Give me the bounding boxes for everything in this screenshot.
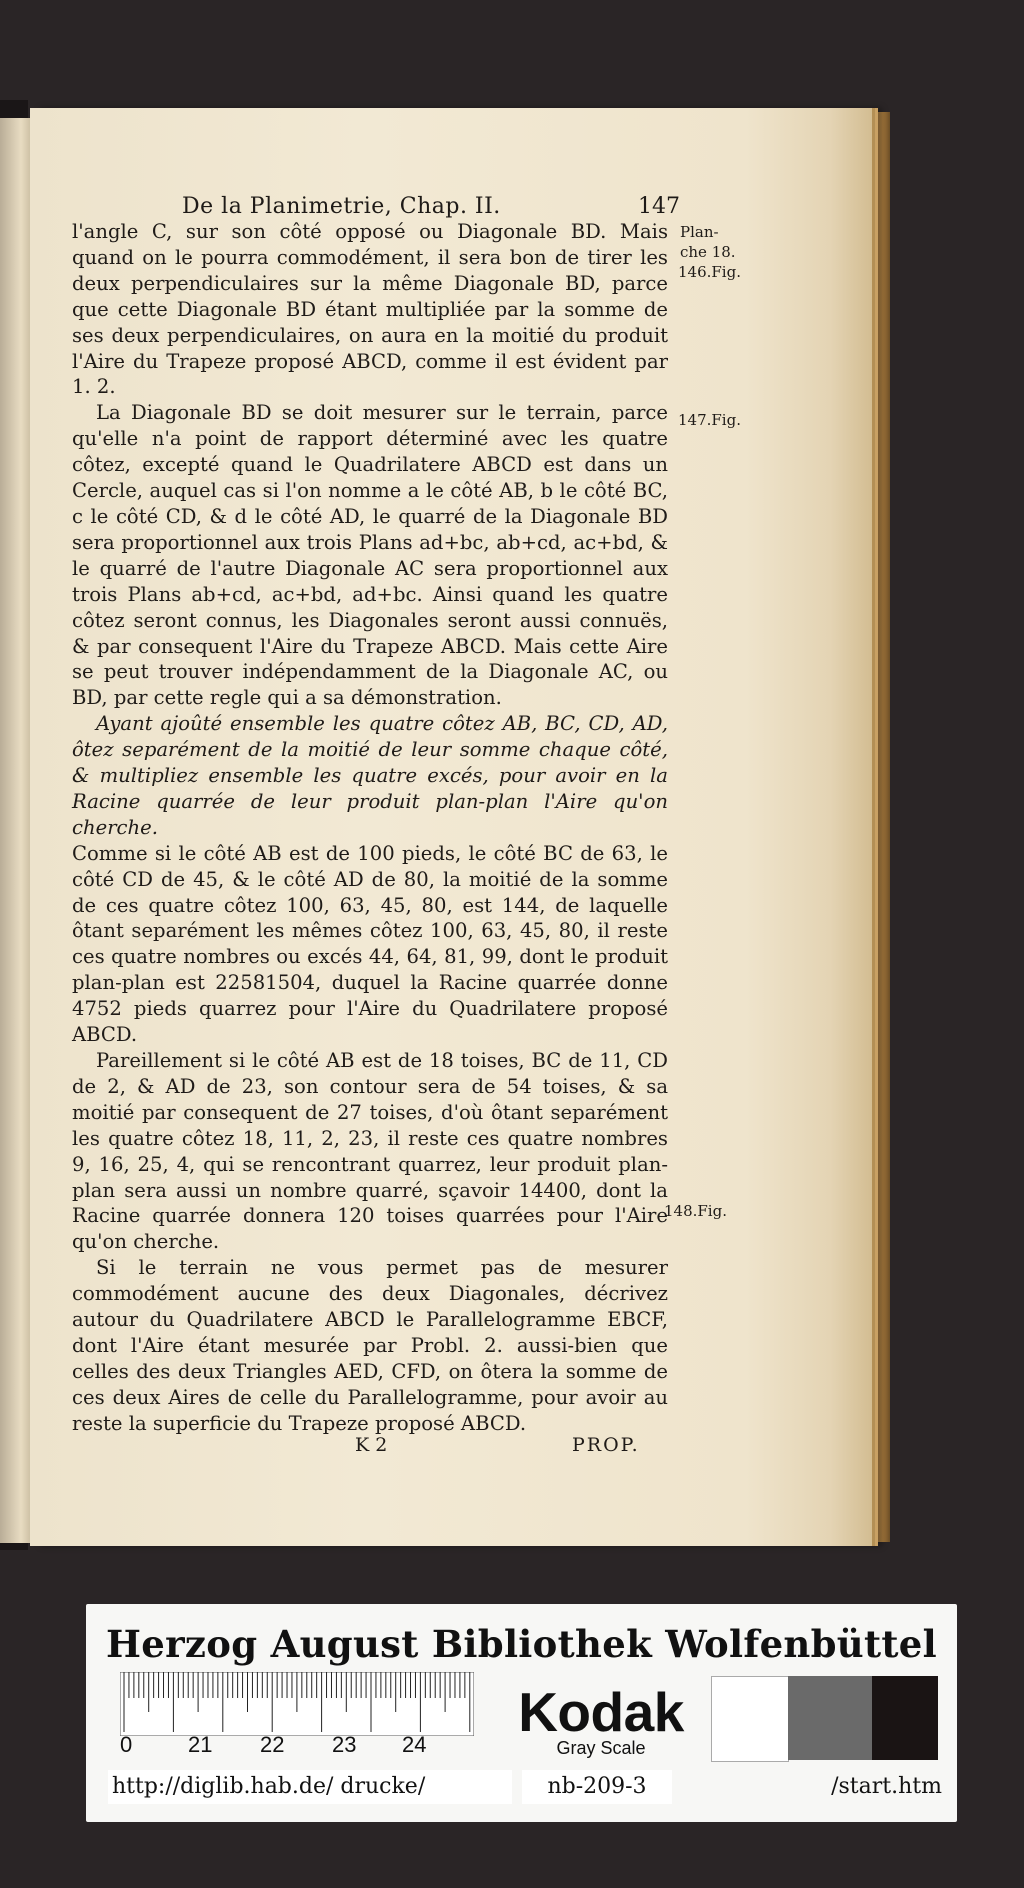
swatch-mid-gray	[788, 1676, 872, 1760]
paragraph-2: La Diagonale BD se doit mesurer sur le terrain, parce qu'elle n'a point de rapport déterminé avec les quatre côtez, excepté quand le Quadrilatere ABCD est dans un Cercle, auquel cas si l'on nomme a le côté AB, b le côté BC, c le côté CD, & d le côté AD, le quarré de la Diagonale BD sera proportionnel aux trois Plans ad+bc, ab+cd, ac+bd, & le quarré de l'autre Diagonale AC sera proportionnel aux trois Plans ab+cd, ac+bd, ad+bc. Ainsi quand les quatre côtez seront connus, les Diagonales seront aussi connuës, & par consequent l'Aire du Trapeze ABCD. Mais cette Aire se peut trouver indépendamment de la Diagonale AC, ou BD, par cette regle qui a sa démonstration.	[72, 401, 668, 710]
swatch-black	[872, 1676, 938, 1760]
swatch-white	[711, 1676, 789, 1762]
library-url: http://diglib.hab.de/ drucke/	[108, 1770, 512, 1804]
facing-page-sliver	[0, 118, 31, 1543]
library-name: Herzog August Bibliothek Wolfenbüttel	[106, 1622, 937, 1666]
page-fore-edge	[872, 112, 890, 1542]
signature-mark: K 2	[355, 1434, 388, 1456]
shelfmark: nb-209-3	[522, 1770, 672, 1804]
paragraph-1: l'angle C, sur son côté opposé ou Diagonale BD. Mais quand on le pourra commodément, il sera bon de tirer les deux perpendiculaires sur la même Diagonale BD, parce que cette Diagonale BD étant multipliée par la somme de ses deux perpendiculaires, on aura en la moitié du produit l'Aire du Trapeze proposé ABCD, comme il est évident par 1. 2.	[72, 220, 668, 399]
ruler-label-21: 21	[188, 1732, 213, 1757]
start-path: /start.htm	[831, 1774, 942, 1799]
ruler-label-0: 0	[120, 1732, 133, 1757]
paragraph-example-1: Comme si le côté AB est de 100 pieds, le côté BC de 63, le côté CD de 45, & le côté AD de 80, la moitié de la somme de ces quatre côtez 100, 63, 45, 80, est 144, de laquelle ôtant separément les mêmes côtez 100, 63, 45, 80, il reste ces quatre nombres ou excés 44, 64, 81, 99, dont le produit plan-plan est 22581504, duquel la Racine quarrée donne 4752 pieds quarrez pour l'Aire du Quadrilatere proposé ABCD.	[72, 841, 668, 1047]
kodak-logo: Kodak	[518, 1681, 684, 1743]
body-text	[72, 219, 668, 1437]
ruler-label-22: 22	[260, 1732, 285, 1757]
paragraph-final: Si le terrain ne vous permet pas de mesurer commodément aucune des deux Diagonales, décrivez autour du Quadrilatere ABCD le Parallelogramme EBCF, dont l'Aire étant mesurée par Probl. 2. aussi-bien que celles des deux Triangles AED, CFD, on ôtera la somme de ces deux Aires de celle du Parallelogramme, pour avoir au reste la superficie du Trapeze proposé ABCD.	[72, 1256, 668, 1435]
margin-note-fig148: 148.Fig.	[664, 1202, 727, 1220]
catchword: PROP.	[572, 1434, 640, 1456]
measurement-ruler	[120, 1672, 474, 1736]
margin-note-plate-number: che 18.	[680, 243, 736, 261]
paragraph-rule: Ayant ajoûté ensemble les quatre côtez AB, BC, CD, AD, ôtez separément de la moitié de leur somme chaque côté, & multipliez ensemble les quatre excés, pour avoir en la Racine quarrée de leur produit plan-plan l'Aire qu'on cherche.	[72, 712, 668, 839]
ruler-labels	[120, 1732, 480, 1760]
ruler-label-24: 24	[402, 1732, 427, 1757]
page-number: 147	[638, 194, 680, 219]
library-color-card	[86, 1604, 957, 1822]
gray-scale-label: Gray Scale	[556, 1738, 646, 1758]
paragraph-example-2: Pareillement si le côté AB est de 18 toises, BC de 11, CD de 2, & AD de 23, son contour sera de 54 toises, & sa moitié par consequent de 27 toises, d'où ôtant separément les quatre côtez 18, 11, 2, 23, il reste ces quatre nombres 9, 16, 25, 4, qui se rencontrant quarrez, leur produit plan-plan sera aussi un nombre quarré, sçavoir 14400, dont la Racine quarrée donnera 120 toises quarrées pour l'Aire qu'on cherche.	[72, 1049, 668, 1254]
running-title: De la Planimetrie, Chap. II.	[182, 194, 501, 219]
margin-note-plate: Plan-	[680, 223, 719, 241]
margin-note-fig146: 146.Fig.	[678, 263, 741, 281]
margin-note-fig147: 147.Fig.	[678, 411, 741, 429]
ruler-label-23: 23	[332, 1732, 357, 1757]
